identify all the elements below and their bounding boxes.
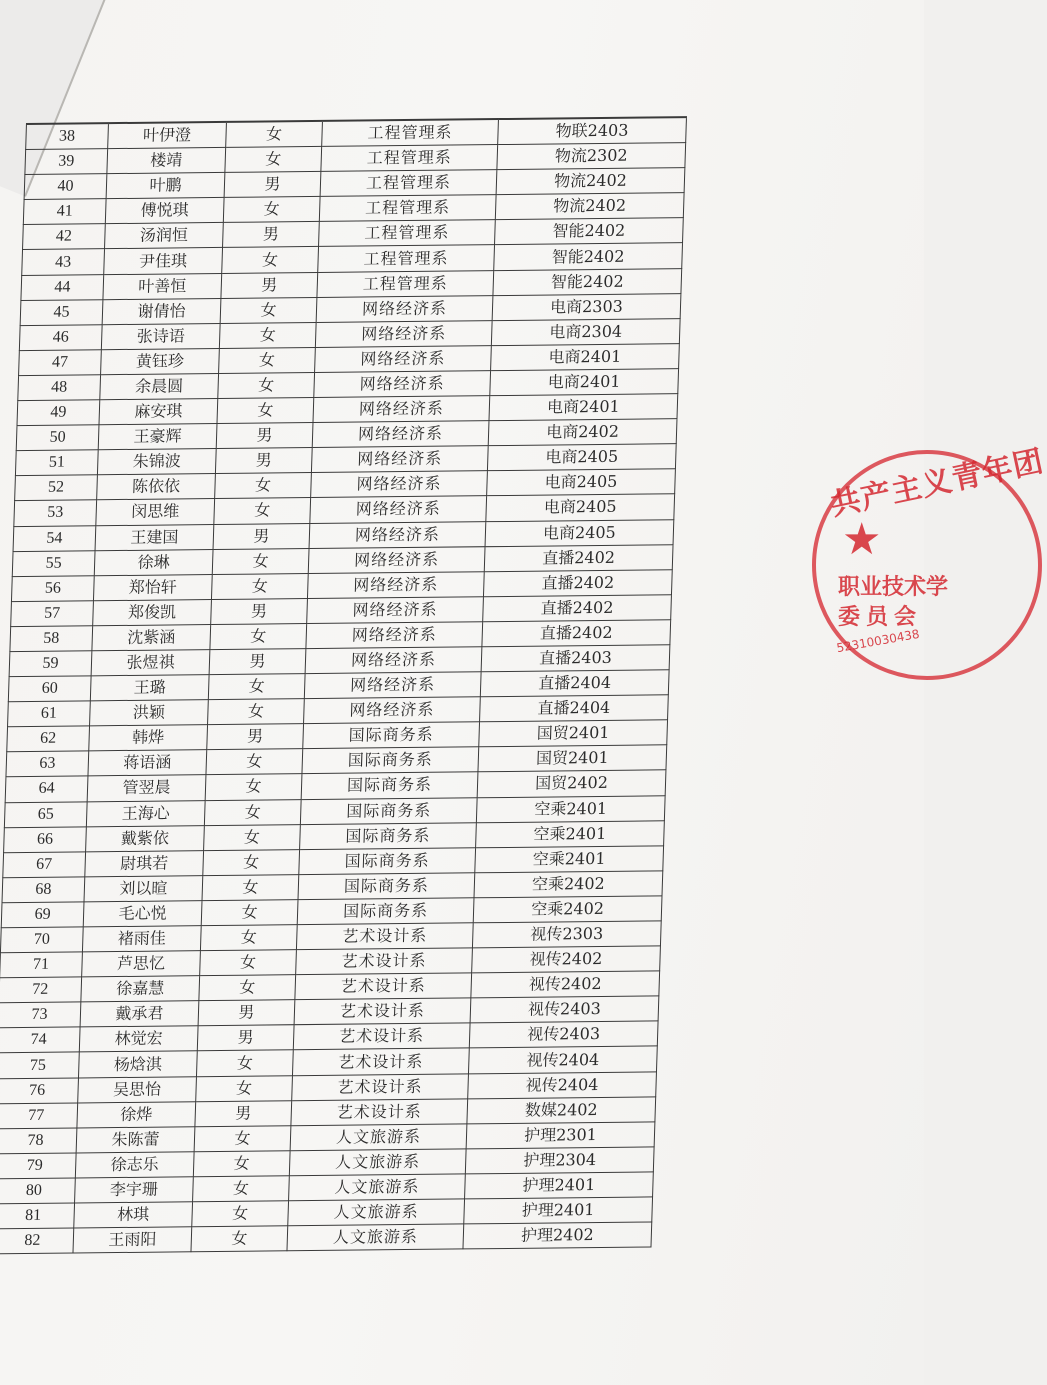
department-cell: 网络经济系 xyxy=(311,471,488,498)
student-name-cell: 王建国 xyxy=(95,524,214,550)
gender-cell: 女 xyxy=(219,322,316,348)
seal-line-2: 委员会 xyxy=(838,605,923,630)
row-number-cell: 72 xyxy=(0,977,82,1003)
gender-cell: 女 xyxy=(223,197,320,223)
student-name-cell: 蒋语涵 xyxy=(88,750,207,776)
student-name-cell: 黄钰珍 xyxy=(101,348,220,374)
gender-cell: 女 xyxy=(191,1226,288,1252)
class-cell: 国贸2402 xyxy=(477,770,666,797)
department-cell: 网络经济系 xyxy=(309,521,486,548)
department-cell: 网络经济系 xyxy=(307,571,484,598)
department-cell: 人文旅游系 xyxy=(289,1174,466,1201)
row-number-cell: 62 xyxy=(7,726,90,752)
student-name-cell: 余晨圆 xyxy=(100,373,219,399)
class-cell: 直播2404 xyxy=(480,695,669,722)
department-cell: 网络经济系 xyxy=(307,596,484,623)
class-cell: 电商2401 xyxy=(489,394,678,421)
student-name-cell: 徐志乐 xyxy=(75,1152,194,1178)
roster-table-wrap xyxy=(0,116,686,1255)
row-number-cell: 65 xyxy=(4,801,87,827)
department-cell: 网络经济系 xyxy=(310,496,487,523)
department-cell: 网络经济系 xyxy=(311,446,488,473)
department-cell: 网络经济系 xyxy=(313,396,490,423)
student-name-cell: 麻安琪 xyxy=(99,399,218,425)
student-name-cell: 尉琪若 xyxy=(85,850,204,876)
gender-cell: 女 xyxy=(193,1176,290,1202)
student-name-cell: 谢倩怡 xyxy=(102,298,221,324)
row-number-cell: 68 xyxy=(2,877,85,903)
row-number-cell: 50 xyxy=(16,425,99,451)
class-cell: 护理2301 xyxy=(466,1122,655,1149)
department-cell: 网络经济系 xyxy=(312,421,489,448)
row-number-cell: 59 xyxy=(9,651,92,677)
gender-cell: 男 xyxy=(198,1000,295,1026)
student-name-cell: 尹佳琪 xyxy=(104,248,223,274)
student-name-cell: 王海心 xyxy=(86,800,205,826)
row-number-cell: 69 xyxy=(1,902,84,928)
class-cell: 直播2402 xyxy=(482,620,671,647)
department-cell: 人文旅游系 xyxy=(288,1199,465,1226)
row-number-cell: 78 xyxy=(0,1128,77,1154)
gender-cell: 女 xyxy=(215,473,312,499)
department-cell: 网络经济系 xyxy=(305,647,482,674)
student-name-cell: 芦思忆 xyxy=(82,951,201,977)
class-cell: 智能2402 xyxy=(494,243,683,270)
class-cell: 视传2404 xyxy=(468,1046,657,1073)
gender-cell: 男 xyxy=(221,272,318,298)
department-cell: 工程管理系 xyxy=(318,245,495,272)
department-cell: 网络经济系 xyxy=(304,672,481,699)
row-number-cell: 71 xyxy=(0,952,82,978)
department-cell: 网络经济系 xyxy=(304,697,481,724)
department-cell: 人文旅游系 xyxy=(287,1224,464,1251)
department-cell: 艺术设计系 xyxy=(292,1073,469,1100)
student-name-cell: 刘以暄 xyxy=(84,875,203,901)
student-name-cell: 褚雨佳 xyxy=(82,926,201,952)
gender-cell: 女 xyxy=(194,1125,291,1151)
class-cell: 物流2302 xyxy=(497,143,686,170)
gender-cell: 女 xyxy=(217,398,314,424)
gender-cell: 女 xyxy=(206,749,303,775)
class-cell: 国贸2401 xyxy=(479,720,668,747)
gender-cell: 女 xyxy=(208,699,305,725)
student-name-cell: 闵思维 xyxy=(96,499,215,525)
class-cell: 直播2404 xyxy=(480,670,669,697)
department-cell: 国际商务系 xyxy=(303,722,480,749)
student-name-cell: 杨焓淇 xyxy=(78,1051,197,1077)
row-number-cell: 51 xyxy=(15,450,98,476)
row-number-cell: 43 xyxy=(22,249,105,275)
department-cell: 工程管理系 xyxy=(321,145,498,172)
gender-cell: 女 xyxy=(199,975,296,1001)
class-cell: 物流2402 xyxy=(496,168,685,195)
department-cell: 艺术设计系 xyxy=(294,998,471,1025)
class-cell: 智能2402 xyxy=(495,218,684,245)
row-number-cell: 58 xyxy=(10,626,93,652)
seal-line-1: 职业技术学 xyxy=(838,575,949,600)
student-name-cell: 张诗语 xyxy=(101,323,220,349)
class-cell: 电商2405 xyxy=(485,519,674,546)
department-cell: 人文旅游系 xyxy=(289,1149,466,1176)
class-cell: 空乘2402 xyxy=(473,896,662,923)
class-cell: 视传2403 xyxy=(470,996,659,1023)
department-cell: 网络经济系 xyxy=(306,622,483,649)
class-cell: 护理2401 xyxy=(465,1172,654,1199)
seal-arc-text: 共产主义青年团 xyxy=(827,443,1047,524)
row-number-cell: 39 xyxy=(25,149,108,175)
row-number-cell: 41 xyxy=(23,199,106,225)
row-number-cell: 76 xyxy=(0,1078,78,1104)
class-cell: 电商2405 xyxy=(487,444,676,471)
department-cell: 国际商务系 xyxy=(299,848,476,875)
class-cell: 视传2402 xyxy=(472,946,661,973)
student-name-cell: 陈依依 xyxy=(97,474,216,500)
student-name-cell: 李宇珊 xyxy=(75,1177,194,1203)
student-name-cell: 戴紫依 xyxy=(86,825,205,851)
department-cell: 国际商务系 xyxy=(302,747,479,774)
student-name-cell: 洪颖 xyxy=(90,700,209,726)
gender-cell: 男 xyxy=(223,222,320,248)
student-name-cell: 朱锦波 xyxy=(97,449,216,475)
row-number-cell: 49 xyxy=(17,400,100,426)
department-cell: 工程管理系 xyxy=(322,119,499,146)
gender-cell: 男 xyxy=(215,448,312,474)
student-name-cell: 毛心悦 xyxy=(83,901,202,927)
department-cell: 国际商务系 xyxy=(301,772,478,799)
student-name-cell: 林琪 xyxy=(74,1202,193,1228)
class-cell: 国贸2401 xyxy=(478,745,667,772)
class-cell: 直播2402 xyxy=(483,595,672,622)
row-number-cell: 52 xyxy=(15,475,98,501)
official-seal xyxy=(812,443,1047,680)
class-cell: 数媒2402 xyxy=(467,1097,656,1124)
student-name-cell: 傅悦琪 xyxy=(105,198,224,224)
class-cell: 电商2401 xyxy=(490,369,679,396)
department-cell: 艺术设计系 xyxy=(292,1048,469,1075)
row-number-cell: 55 xyxy=(12,550,95,576)
gender-cell: 男 xyxy=(213,523,310,549)
gender-cell: 女 xyxy=(193,1151,290,1177)
student-name-cell: 王璐 xyxy=(90,675,209,701)
class-cell: 电商2405 xyxy=(486,494,675,521)
department-cell: 工程管理系 xyxy=(319,220,496,247)
student-name-cell: 王雨阳 xyxy=(73,1227,192,1253)
student-name-cell: 朱陈蕾 xyxy=(76,1126,195,1152)
class-cell: 直播2402 xyxy=(484,544,673,571)
gender-cell: 女 xyxy=(201,900,298,926)
department-cell: 国际商务系 xyxy=(300,797,477,824)
row-number-cell: 47 xyxy=(19,350,102,376)
row-number-cell: 46 xyxy=(19,324,102,350)
class-cell: 空乘2401 xyxy=(476,820,665,847)
department-cell: 网络经济系 xyxy=(314,371,491,398)
gender-cell: 女 xyxy=(214,498,311,524)
department-cell: 网络经济系 xyxy=(315,345,492,372)
department-cell: 工程管理系 xyxy=(317,270,494,297)
gender-cell: 女 xyxy=(226,121,323,148)
department-cell: 工程管理系 xyxy=(319,195,496,222)
row-number-cell: 73 xyxy=(0,1002,81,1028)
student-name-cell: 吴思怡 xyxy=(78,1076,197,1102)
student-name-cell: 郑怡轩 xyxy=(93,574,212,600)
department-cell: 国际商务系 xyxy=(297,898,474,925)
gender-cell: 女 xyxy=(204,824,301,850)
class-cell: 物流2402 xyxy=(495,193,684,220)
row-number-cell: 77 xyxy=(0,1103,78,1129)
department-cell: 工程管理系 xyxy=(320,170,497,197)
gender-cell: 女 xyxy=(196,1050,293,1076)
class-cell: 空乘2401 xyxy=(475,846,664,873)
student-name-cell: 叶伊澄 xyxy=(108,122,227,149)
row-number-cell: 54 xyxy=(13,525,96,551)
student-name-cell: 张煜祺 xyxy=(91,650,210,676)
row-number-cell: 81 xyxy=(0,1203,75,1229)
row-number-cell: 66 xyxy=(4,826,87,852)
gender-cell: 女 xyxy=(196,1075,293,1101)
student-name-cell: 楼靖 xyxy=(107,148,226,174)
gender-cell: 女 xyxy=(208,674,305,700)
class-cell: 电商2303 xyxy=(492,293,681,320)
student-name-cell: 林觉宏 xyxy=(79,1026,198,1052)
class-cell: 直播2403 xyxy=(481,645,670,672)
class-cell: 电商2304 xyxy=(491,318,680,345)
student-name-cell: 叶鹏 xyxy=(106,173,225,199)
row-number-cell: 74 xyxy=(0,1027,80,1053)
department-cell: 人文旅游系 xyxy=(290,1124,467,1151)
gender-cell: 男 xyxy=(216,423,313,449)
class-cell: 视传2404 xyxy=(468,1071,657,1098)
gender-cell: 女 xyxy=(225,146,322,172)
gender-cell: 女 xyxy=(204,799,301,825)
row-number-cell: 56 xyxy=(11,575,94,601)
class-cell: 护理2304 xyxy=(465,1147,654,1174)
gender-cell: 女 xyxy=(212,548,309,574)
row-number-cell: 64 xyxy=(5,776,88,802)
department-cell: 国际商务系 xyxy=(298,873,475,900)
gender-cell: 女 xyxy=(202,874,299,900)
row-number-cell: 53 xyxy=(14,500,97,526)
row-number-cell: 60 xyxy=(8,676,91,702)
gender-cell: 女 xyxy=(211,573,308,599)
gender-cell: 男 xyxy=(209,649,306,675)
roster-table xyxy=(0,116,687,1255)
row-number-cell: 42 xyxy=(23,224,106,250)
student-name-cell: 戴承君 xyxy=(80,1001,199,1027)
student-name-cell: 徐嘉慧 xyxy=(81,976,200,1002)
class-cell: 电商2405 xyxy=(487,469,676,496)
class-cell: 视传2402 xyxy=(471,971,660,998)
row-number-cell: 80 xyxy=(0,1178,75,1204)
department-cell: 艺术设计系 xyxy=(291,1099,468,1126)
department-cell: 网络经济系 xyxy=(315,320,492,347)
department-cell: 网络经济系 xyxy=(308,546,485,573)
seal-star-icon: ★ xyxy=(842,514,882,565)
class-cell: 视传2303 xyxy=(472,921,661,948)
class-cell: 电商2401 xyxy=(491,344,680,371)
student-name-cell: 韩烨 xyxy=(89,725,208,751)
gender-cell: 女 xyxy=(200,950,297,976)
department-cell: 国际商务系 xyxy=(300,822,477,849)
class-cell: 护理2402 xyxy=(463,1222,652,1249)
department-cell: 艺术设计系 xyxy=(295,973,472,1000)
gender-cell: 女 xyxy=(192,1201,289,1227)
roster-table-body xyxy=(0,117,686,1254)
class-cell: 物联2403 xyxy=(498,117,687,145)
row-number-cell: 82 xyxy=(0,1228,74,1254)
row-number-cell: 67 xyxy=(3,852,86,878)
gender-cell: 男 xyxy=(195,1100,292,1126)
class-cell: 空乘2401 xyxy=(476,795,665,822)
student-name-cell: 叶善恒 xyxy=(103,273,222,299)
row-number-cell: 61 xyxy=(8,701,91,727)
row-number-cell: 57 xyxy=(11,601,94,627)
row-number-cell: 45 xyxy=(20,299,103,325)
gender-cell: 女 xyxy=(205,774,302,800)
department-cell: 艺术设计系 xyxy=(296,923,473,950)
seal-code: 52310030438 xyxy=(835,626,921,656)
department-cell: 艺术设计系 xyxy=(293,1023,470,1050)
row-number-cell: 48 xyxy=(18,375,101,401)
class-cell: 电商2402 xyxy=(488,419,677,446)
row-number-cell: 44 xyxy=(21,274,104,300)
department-cell: 艺术设计系 xyxy=(296,948,473,975)
gender-cell: 男 xyxy=(224,172,321,198)
student-name-cell: 管翌晨 xyxy=(87,775,206,801)
student-name-cell: 汤润恒 xyxy=(105,223,224,249)
gender-cell: 男 xyxy=(207,724,304,750)
gender-cell: 男 xyxy=(197,1025,294,1051)
class-cell: 直播2402 xyxy=(483,569,672,596)
student-name-cell: 徐烨 xyxy=(77,1101,196,1127)
student-name-cell: 沈紫涵 xyxy=(92,624,211,650)
gender-cell: 女 xyxy=(222,247,319,273)
department-cell: 网络经济系 xyxy=(316,295,493,322)
gender-cell: 女 xyxy=(220,297,317,323)
gender-cell: 女 xyxy=(200,925,297,951)
row-number-cell: 79 xyxy=(0,1153,76,1179)
row-number-cell: 38 xyxy=(26,123,109,149)
row-number-cell: 63 xyxy=(6,751,89,777)
student-name-cell: 郑俊凯 xyxy=(93,599,212,625)
row-number-cell: 40 xyxy=(24,174,107,200)
class-cell: 空乘2402 xyxy=(474,871,663,898)
student-name-cell: 徐琳 xyxy=(94,549,213,575)
gender-cell: 女 xyxy=(218,372,315,398)
class-cell: 护理2401 xyxy=(464,1197,653,1224)
gender-cell: 女 xyxy=(210,623,307,649)
class-cell: 智能2402 xyxy=(493,268,682,295)
student-name-cell: 王豪辉 xyxy=(98,424,217,450)
class-cell: 视传2403 xyxy=(469,1021,658,1048)
row-number-cell: 70 xyxy=(0,927,83,953)
gender-cell: 男 xyxy=(211,598,308,624)
row-number-cell: 75 xyxy=(0,1052,79,1078)
gender-cell: 女 xyxy=(219,347,316,373)
gender-cell: 女 xyxy=(203,849,300,875)
